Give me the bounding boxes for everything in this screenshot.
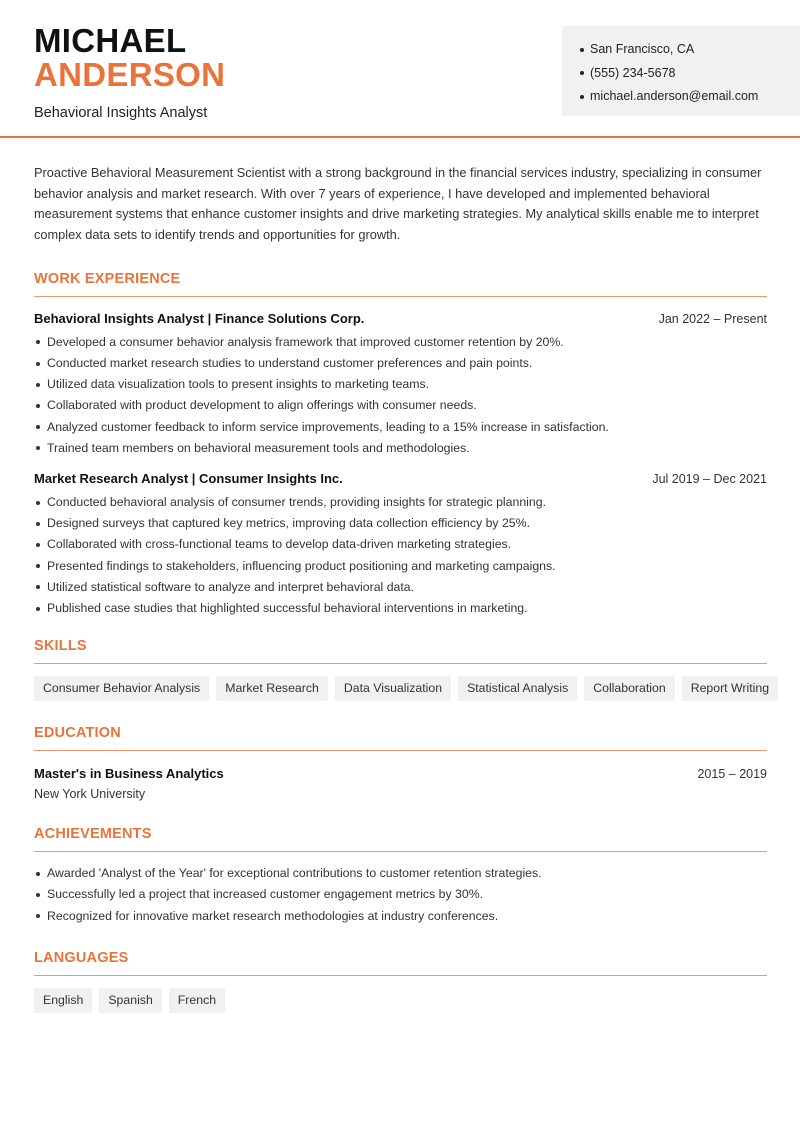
list-item <box>34 492 767 513</box>
bullet-text: Analyzed customer feedback to inform service improvements, leading to a 15% increase in satisfaction. <box>47 419 609 434</box>
job-dates: Jan 2022 – Present <box>658 311 767 326</box>
job-title: Market Research Analyst | Consumer Insights Inc. <box>34 471 343 487</box>
bullet-icon <box>36 501 40 505</box>
bullet-text: Collaborated with cross-functional teams to develop data-driven marketing strategies. <box>47 537 512 552</box>
bullet-icon <box>36 914 40 918</box>
list-item <box>34 353 767 374</box>
section-divider <box>34 750 767 751</box>
languages-section <box>34 950 767 1013</box>
skill-chip: Collaboration <box>584 676 674 701</box>
skill-chip: Report Writing <box>682 676 778 701</box>
skill-chip: Statistical Analysis <box>458 676 577 701</box>
section-divider <box>34 296 767 297</box>
bullet-icon <box>580 95 584 99</box>
bullet-text: Developed a consumer behavior analysis framework that improved customer retention by 20%. <box>47 334 564 349</box>
summary: Proactive Behavioral Measurement Scientist with a strong background in the financial services industry, specializing in consumer behavior analysis and market research. With over 7 years of experience, I have developed and implemented behavioral measurement systems that enhance customer insights and drive marketing strategies. My analytical skills enable me to interpret complex data sets to identify trends and opportunities for growth. <box>34 165 762 243</box>
achievements-section <box>34 826 767 927</box>
bullet-text: Awarded 'Analyst of the Year' for exceptional contributions to customer retention strategies. <box>47 866 542 881</box>
bullet-icon <box>36 522 40 526</box>
contact-box <box>562 26 800 116</box>
bullet-icon <box>36 564 40 568</box>
bullet-text: Utilized statistical software to analyze and interpret behavioral data. <box>47 579 415 594</box>
bullet-text: Recognized for innovative market research methodologies at industry conferences. <box>47 908 499 923</box>
job-bullets <box>34 492 767 619</box>
contact-email <box>580 85 800 109</box>
section-divider <box>34 663 767 664</box>
resume-body <box>34 138 770 1013</box>
job-entry <box>34 471 767 619</box>
bullet-text: Presented findings to stakeholders, influencing product positioning and marketing campaigns. <box>47 558 556 573</box>
skills-section <box>34 638 770 701</box>
skill-chip: Consumer Behavior Analysis <box>34 676 209 701</box>
bullet-icon <box>36 340 40 344</box>
achievements-list <box>34 863 767 927</box>
bullet-text: Published case studies that highlighted successful behavioral interventions in marketing. <box>47 601 528 616</box>
name-block <box>34 24 225 121</box>
location-text: San Francisco, CA <box>590 42 695 56</box>
skills-heading: SKILLS <box>34 638 87 655</box>
section-divider <box>34 851 767 852</box>
bullet-icon <box>36 404 40 408</box>
resume-header <box>0 0 800 138</box>
bullet-text: Designed surveys that captured key metrics, improving data collection efficiency by 25%. <box>47 516 531 531</box>
work-section <box>34 271 767 619</box>
first-name: MICHAEL <box>34 22 187 59</box>
last-name: ANDERSON <box>34 56 226 93</box>
job-entry <box>34 311 767 459</box>
list-item <box>34 374 767 395</box>
list-item <box>34 513 767 534</box>
achievements-heading: ACHIEVEMENTS <box>34 826 152 843</box>
work-heading: WORK EXPERIENCE <box>34 270 181 287</box>
language-chip: English <box>34 988 92 1013</box>
list-item <box>34 438 767 459</box>
school: New York University <box>34 787 146 802</box>
skills-chips <box>34 676 770 701</box>
list-item <box>34 863 767 884</box>
list-item <box>34 395 767 416</box>
bullet-icon <box>36 446 40 450</box>
bullet-text: Trained team members on behavioral measurement tools and methodologies. <box>47 440 470 455</box>
job-title: Behavioral Insights Analyst | Finance Solutions Corp. <box>34 310 365 326</box>
bullet-text: Conducted market research studies to understand customer preferences and pain points. <box>47 356 533 371</box>
job-bullets <box>34 332 767 459</box>
education-heading: EDUCATION <box>34 725 121 742</box>
bullet-icon <box>36 872 40 876</box>
job-header <box>34 471 767 486</box>
bullet-text: Conducted behavioral analysis of consumer trends, providing insights for strategic planning. <box>47 495 546 510</box>
contact-phone <box>580 62 800 86</box>
bullet-text: Utilized data visualization tools to present insights to marketing teams. <box>47 377 430 392</box>
bullet-icon <box>36 893 40 897</box>
bullet-text: Successfully led a project that increased customer engagement metrics by 30%. <box>47 887 484 902</box>
list-item <box>34 417 767 438</box>
bullet-icon <box>580 71 584 75</box>
language-chip: Spanish <box>99 988 161 1013</box>
phone-text: (555) 234-5678 <box>590 65 676 80</box>
bullet-icon <box>36 543 40 547</box>
job-header <box>34 311 767 326</box>
bullet-icon <box>36 607 40 611</box>
section-divider <box>34 975 767 976</box>
language-chip: French <box>169 988 225 1013</box>
job-dates: Jul 2019 – Dec 2021 <box>652 472 767 487</box>
bullet-icon <box>580 48 584 52</box>
education-section <box>34 725 767 801</box>
skill-chip: Data Visualization <box>335 676 451 701</box>
list-item <box>34 906 767 927</box>
list-item <box>34 332 767 353</box>
languages-heading: LANGUAGES <box>34 949 129 966</box>
list-item <box>34 556 767 577</box>
education-header <box>34 766 767 781</box>
list-item <box>34 534 767 555</box>
bullet-icon <box>36 362 40 366</box>
language-chips <box>34 988 767 1013</box>
email-text: michael.anderson@email.com <box>590 89 759 103</box>
bullet-icon <box>36 425 40 429</box>
list-item <box>34 884 767 905</box>
bullet-icon <box>36 383 40 387</box>
education-years: 2015 – 2019 <box>697 767 767 782</box>
skill-chip: Market Research <box>216 676 328 701</box>
list-item <box>34 577 767 598</box>
contact-location <box>580 38 800 62</box>
headline-title: Behavioral Insights Analyst <box>34 105 208 121</box>
degree: Master's in Business Analytics <box>34 766 224 782</box>
bullet-text: Collaborated with product development to align offerings with consumer needs. <box>47 398 477 413</box>
bullet-icon <box>36 585 40 589</box>
list-item <box>34 598 767 619</box>
